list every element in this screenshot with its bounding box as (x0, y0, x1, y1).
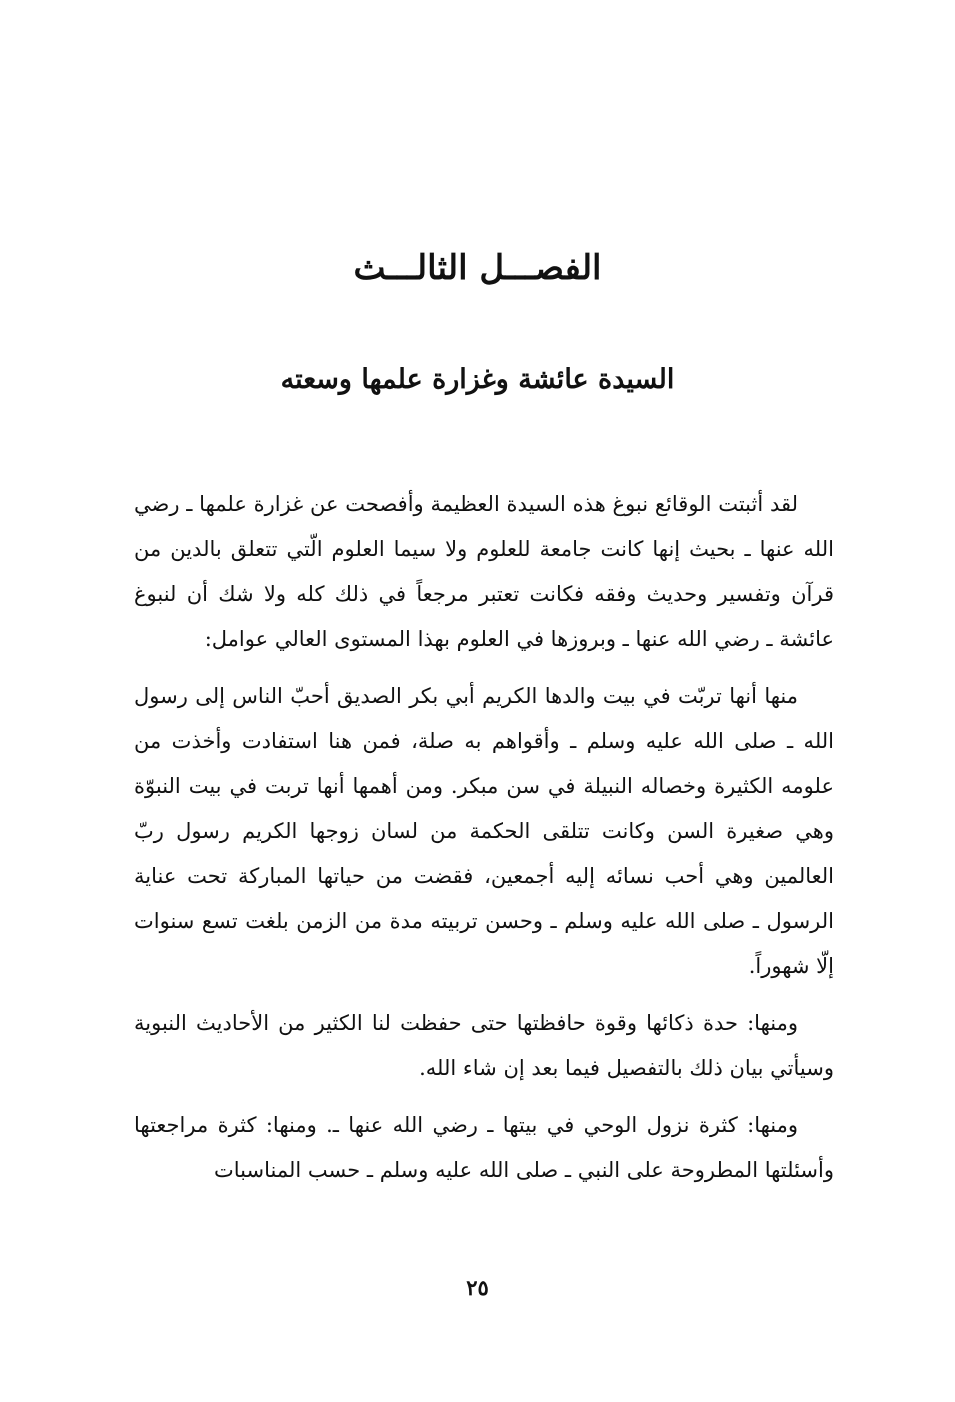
section-title: السيدة عائشة وغزارة علمها وسعته (280, 364, 675, 395)
paragraph: ومنها: حدة ذكائها وقوة حافظتها حتى حفظت لنا الكثير من الأحاديث النبوية وسيأتي بيان ذلك بالتفصيل فيما بعد إن شاء الله. (134, 1011, 834, 1080)
chapter-title: الفصـــل الثالـــث (353, 248, 602, 288)
body-text (134, 482, 834, 1193)
page-number: ٢٥ (466, 1275, 489, 1300)
paragraph: ومنها: كثرة نزول الوحي في بيتها ـ رضي الله عنها ـ. ومنها: كثرة مراجعتها وأسئلتها المطروحة على النبي ـ صلى الله عليه وسلم ـ حسب المناسبات (134, 1113, 834, 1182)
paragraph: لقد أثبتت الوقائع نبوغ هذه السيدة العظيمة وأفصحت عن غزارة علمها ـ رضي الله عنها ـ بحيث إنها كانت جامعة للعلوم ولا سيما العلوم الّتي تتعلق بالدين من قرآن وتفسير وحديث وفقه فكانت تعتبر مرجعاً في ذلك كله ولا شك أن لنبوغ عائشة ـ رضي الله عنها ـ وبروزها في العلوم بهذا المستوى العالي عوامل: (134, 492, 834, 651)
paragraph: منها أنها تربّت في بيت والدها الكريم أبي بكر الصديق أحبّ الناس إلى رسول الله ـ صلى الله عليه وسلم ـ وأقواهم به صلة، فمن هنا استفادت وأخذت من علومه الكثيرة وخصاله النبيلة في سن مبكر. ومن أهمها أنها تربت في بيت النبوّة وهي صغيرة السن وكانت تتلقى الحكمة من لسان زوجها الكريم رسول ربّ العالمين وهي أحب نسائه إليه أجمعين، فقضت من حياتها المباركة تحت عناية الرسول ـ صلى الله عليه وسلم ـ وحسن تربيته مدة من الزمن بلغت تسع سنوات إلّا شهوراً. (134, 684, 834, 978)
